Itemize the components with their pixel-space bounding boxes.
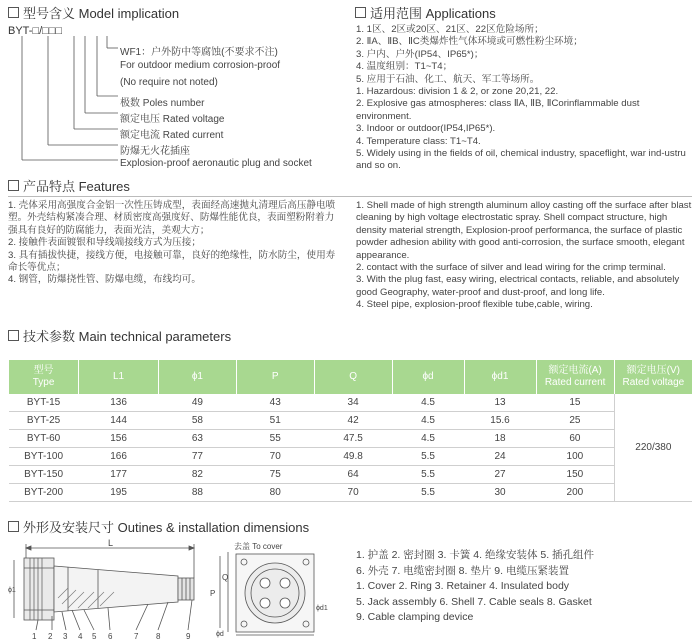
table-cell: BYT-25 [9, 412, 79, 430]
applications-section-title [355, 3, 496, 22]
list-item: 4. Steel pipe, explosion-proof flexible tube,cable, wiring. [356, 299, 593, 311]
table-cell: 30 [464, 484, 536, 502]
table-cell: 82 [159, 466, 237, 484]
table-cell: 75 [236, 466, 314, 484]
parameters-section-title [8, 326, 231, 345]
list-item: 1. 1区、2区或20区、21区、22区危险场所； [356, 24, 544, 35]
table-cell: 64 [314, 466, 392, 484]
square-bullet-icon [8, 521, 19, 532]
header-phid1: ϕd1 [464, 360, 536, 394]
header-type [9, 360, 79, 394]
table-row [9, 394, 693, 412]
model-label-wf1-en: For outdoor medium corrosion-proof [120, 60, 281, 71]
header-text: 额定电压(V) [626, 365, 681, 376]
model-label-plug-en: Explosion-proof aeronautic plug and socket [120, 158, 312, 169]
features-section-title [8, 176, 130, 195]
table-cell: 5.5 [392, 466, 464, 484]
list-item: 5. Jack assembly 6. Shell 7. Cable seals 8. Gasket [356, 595, 592, 608]
front-label-q: Q [222, 573, 229, 582]
part-number-7: 7 [134, 632, 139, 641]
header-text: 型号 [33, 365, 54, 376]
features-cn-list [8, 200, 340, 287]
table-cell: 25 [536, 412, 614, 430]
table-cell: 47.5 [314, 430, 392, 448]
table-row [9, 466, 693, 484]
list-item: 5. Widely using in the fields of oil, chemical industry, spaceflight, war ind-ustru and so on. [356, 148, 686, 172]
table-row [9, 430, 693, 448]
list-item: 1. Cover 2. Ring 3. Retainer 4. Insulated body [356, 580, 570, 592]
table-cell: 18 [464, 430, 536, 448]
front-view-drawing [206, 540, 340, 640]
front-label-p: P [210, 589, 216, 598]
table-cell: 15.6 [464, 412, 536, 430]
table-cell: 34 [314, 394, 392, 412]
table-cell: 13 [464, 394, 536, 412]
table-cell: 4.5 [392, 412, 464, 430]
square-bullet-icon [355, 7, 366, 18]
table-cell: 100 [536, 448, 614, 466]
list-item: 4. Temperature class: T1~T4. [356, 135, 481, 147]
model-label-poles: 极数 Poles number [120, 98, 205, 109]
list-item: 3. Indoor or outdoor(IP54,IP65*). [356, 123, 496, 135]
part-number-6: 6 [108, 632, 113, 641]
part-number-3: 3 [63, 632, 68, 641]
dimensions-title-text: 外形及安装尺寸 Outines & installation dimensions [23, 520, 310, 535]
features-divider [8, 196, 692, 197]
table-cell: 49 [159, 394, 237, 412]
table-cell: BYT-100 [9, 448, 79, 466]
table-cell: 177 [79, 466, 159, 484]
table-cell-voltage: 220/380 [614, 394, 692, 502]
dim-label-l: L [108, 538, 114, 548]
part-number-2: 2 [48, 632, 53, 641]
table-cell: 5.5 [392, 448, 464, 466]
part-number-9: 9 [186, 632, 191, 641]
model-label-plug-cn: 防爆无火花插座 [120, 146, 190, 157]
model-label-wf1: WF1：户外防中等腐蚀(不要求不注) [120, 47, 278, 58]
table-cell: 60 [536, 430, 614, 448]
list-item: 9. Cable clamping device [356, 611, 474, 623]
list-item: 1. 护盖 2. 密封圈 3. 卡簧 4. 绝缘安装体 5. 插孔组件 [356, 549, 595, 561]
list-item: 2. Explosive gas atmospheres: class ⅡA, ⅡB, ⅡCorinflammable dust environment. [356, 98, 640, 122]
table-cell: 63 [159, 430, 237, 448]
list-item: 2. contact with the surface of silver and lead wiring for the crimp terminal. [356, 262, 666, 274]
header-q: Q [314, 360, 392, 394]
table-header-row [9, 360, 693, 394]
table-cell: 88 [159, 484, 237, 502]
list-item: 6. 外壳 7. 电缆密封圈 8. 垫片 9. 电缆压紧装置 [356, 564, 569, 577]
table-cell: BYT-200 [9, 484, 79, 502]
table-cell: 43 [236, 394, 314, 412]
table-cell: 166 [79, 448, 159, 466]
model-label-voltage: 额定电压 Rated voltage [120, 114, 225, 125]
header-phid: ϕd [392, 360, 464, 394]
table-cell: 49.8 [314, 448, 392, 466]
list-item: 4. 温度组别：T1~T4； [356, 61, 453, 73]
table-cell: 4.5 [392, 394, 464, 412]
front-label-cover: 去盖 To cover [234, 542, 283, 551]
parts-list [356, 548, 694, 626]
model-label-current: 额定电流 Rated current [120, 130, 224, 141]
table-cell: 55 [236, 430, 314, 448]
part-number-1: 1 [32, 632, 37, 641]
side-view-drawing [8, 538, 204, 641]
table-cell: BYT-150 [9, 466, 79, 484]
parameters-title-text: 技术参数 Main technical parameters [23, 329, 232, 344]
model-title-text: 型号含义 Model implication [23, 6, 180, 21]
table-cell: 4.5 [392, 430, 464, 448]
features-title-text: 产品特点 Features [23, 179, 130, 194]
list-item: 5. 应用于石油、化工、航天、军工等场所。 [356, 73, 540, 85]
dim-label-phi1: ϕ1 [8, 587, 16, 594]
part-number-8: 8 [156, 632, 161, 641]
list-item: 1. Hazardous: division 1 & 2, or zone 20,21, 22. [356, 86, 559, 98]
square-bullet-icon [8, 7, 19, 18]
table-cell: 27 [464, 466, 536, 484]
table-cell: 150 [536, 466, 614, 484]
dimensions-section-title [8, 517, 309, 536]
list-item: 3. 具有插拔快捷，接线方便，电接触可靠，良好的绝缘性，防水防尘，使用寿命长等优点； [8, 249, 336, 274]
table-cell: 70 [236, 448, 314, 466]
table-cell: 15 [536, 394, 614, 412]
table-cell: 156 [79, 430, 159, 448]
front-label-phid: ϕd [216, 631, 224, 638]
list-item: 4. 钢管，防爆挠性管、防爆电缆，布线均可。 [8, 274, 201, 286]
table-row [9, 412, 693, 430]
list-item: 3. 户内、户外(IP54、IP65*)； [356, 48, 484, 60]
parameters-table [8, 360, 692, 502]
header-p: P [236, 360, 314, 394]
model-leader-lines [8, 36, 128, 176]
applications-title-text: 适用范围 Applications [370, 6, 496, 21]
table-cell: 195 [79, 484, 159, 502]
header-text: 额定电流(A) [548, 365, 602, 376]
header-rated-voltage [614, 360, 692, 394]
table-cell: BYT-60 [9, 430, 79, 448]
header-text: Rated current [544, 377, 606, 388]
model-section-title [8, 3, 179, 22]
header-rated-current [536, 360, 614, 394]
header-text: Type [32, 377, 55, 388]
table-cell: 77 [159, 448, 237, 466]
table-row [9, 448, 693, 466]
list-item: 3. With the plug fast, easy wiring, electrical contacts, reliable, and absolutely good Geography, water-proof and dust-proof, and long life. [356, 274, 680, 298]
table-cell: 70 [314, 484, 392, 502]
table-cell: 136 [79, 394, 159, 412]
table-cell: 144 [79, 412, 159, 430]
part-number-4: 4 [78, 632, 83, 641]
list-item: 1. 壳体采用高强度合金铝一次性压铸成型，表面经高速抛丸清理后高压静电喷塑。外壳结构紧凑合理、材质密度高强度好、防爆性能优良，表面塑粉附着力强具有良好的防腐能力，表面光洁，美观大方； [8, 200, 336, 236]
header-text: Rated voltage [622, 377, 685, 388]
front-label-phid1: ϕd1 [316, 605, 328, 612]
table-cell: 80 [236, 484, 314, 502]
applications-list [356, 24, 694, 173]
square-bullet-icon [8, 180, 19, 191]
table-cell: 5.5 [392, 484, 464, 502]
table-cell: 42 [314, 412, 392, 430]
header-l1: L1 [79, 360, 159, 394]
table-row [9, 484, 693, 502]
table-cell: 51 [236, 412, 314, 430]
table-cell: 58 [159, 412, 237, 430]
table-cell: 200 [536, 484, 614, 502]
model-label-wf1-note: (No require not noted) [120, 77, 218, 88]
table-cell: BYT-15 [9, 394, 79, 412]
model-code: BYT-□/□□□ [8, 25, 63, 37]
list-item: 1. Shell made of high strength aluminum alloy casting off the surface after blast cleaning by high voltage electrostatic spray. Shell compact structure, high density material strength, Explosion-proof performanca, the surface of plastic powder adhesion ability with good anti-corrosion, the surface smooth, elegant appearance. [356, 200, 692, 261]
list-item: 2. 接触件表面镀银和导线端接线方式为压接； [8, 237, 201, 249]
part-number-5: 5 [92, 632, 97, 641]
header-phi1: ϕ1 [159, 360, 237, 394]
features-en-list [356, 200, 694, 312]
table-cell: 24 [464, 448, 536, 466]
square-bullet-icon [8, 330, 19, 341]
list-item: 2. ⅡA、ⅡB、ⅡC类爆炸性气体环境或可燃性粉尘环境； [356, 36, 583, 48]
